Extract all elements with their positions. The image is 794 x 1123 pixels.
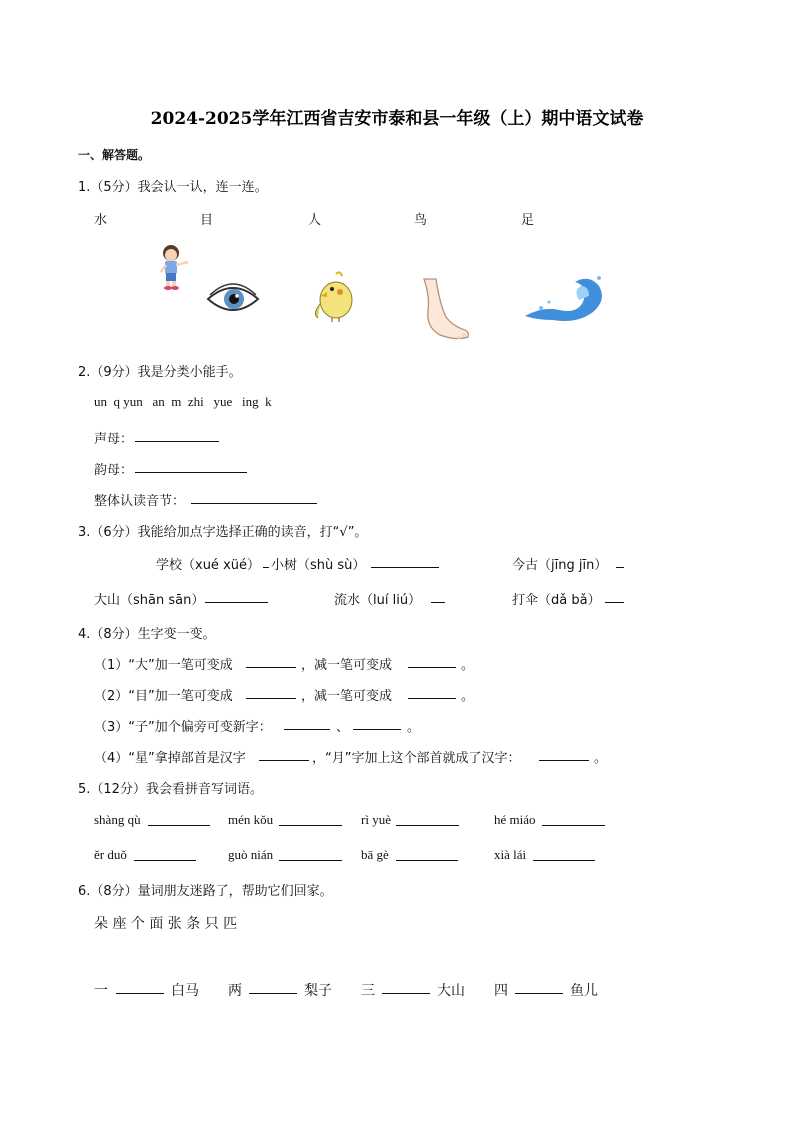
q4-line-4b: ，“月”字加上这个部首就成了汉字： [312, 751, 521, 766]
whole-syllable-label: 整体认读音节： [94, 494, 186, 509]
q6-number: 一 [94, 983, 108, 999]
q4-line-4a: （4）“星”拿掉部首是汉字 [94, 751, 246, 766]
pinyin-word: shàng qù [94, 812, 141, 827]
char-person: 人 [308, 213, 322, 228]
q4-end: 。 [594, 751, 608, 766]
foot-picture [416, 277, 472, 343]
char-water: 水 [94, 213, 108, 228]
question-5-prompt: 5.（12分）我会看拼音写词语。 [78, 782, 263, 797]
section-heading: 一、解答题。 [78, 148, 151, 162]
reading-option: 大山（shān sān） [94, 593, 205, 608]
answer-blank[interactable] [371, 555, 439, 568]
answer-blank[interactable] [279, 813, 342, 826]
finals-label: 韵母： [94, 463, 134, 478]
q4-line-2a: （2）“目”加一笔可变成 [94, 689, 233, 704]
answer-blank[interactable] [605, 590, 624, 603]
q6-noun: 鱼儿 [570, 983, 598, 999]
pinyin-word: bā gè [361, 847, 389, 862]
answer-blank[interactable] [148, 813, 210, 826]
answer-blank[interactable] [116, 981, 164, 994]
answer-blank[interactable] [542, 813, 605, 826]
q6-noun: 梨子 [304, 983, 332, 999]
answer-blank[interactable] [284, 717, 330, 730]
answer-blank[interactable] [353, 717, 401, 730]
answer-blank[interactable] [396, 848, 458, 861]
q4-line-1a: （1）“大”加一笔可变成 [94, 658, 233, 673]
question-6-prompt: 6.（8分）量词朋友迷路了，帮助它们回家。 [78, 884, 333, 899]
whole-syllable-blank[interactable] [191, 491, 317, 504]
q4-end: 。 [461, 658, 475, 673]
pinyin-word: hé miáo [494, 812, 536, 827]
answer-blank[interactable] [205, 590, 268, 603]
question-1-prompt: 1.（5分）我会认一认，连一连。 [78, 180, 268, 195]
answer-blank[interactable] [539, 748, 589, 761]
pinyin-word: ěr duǒ [94, 847, 127, 862]
initials-label: 声母： [94, 432, 134, 447]
q6-number: 四 [494, 983, 508, 999]
page-title: 2024-2025学年江西省吉安市泰和县一年级（上）期中语文试卷 [150, 109, 644, 129]
answer-blank[interactable] [134, 848, 196, 861]
reading-option: 打伞（dǎ bǎ） [512, 593, 601, 608]
answer-blank[interactable] [431, 590, 445, 603]
q4-end: 。 [407, 720, 421, 735]
answer-blank[interactable] [408, 655, 456, 668]
reading-option: 学校（xué xüé） [156, 558, 260, 573]
pinyin-word: rì yuè [361, 812, 391, 827]
eye-picture [205, 279, 261, 319]
reading-option: 小树（shù sù） [271, 558, 366, 573]
answer-blank[interactable] [279, 848, 342, 861]
bird-picture [310, 270, 358, 324]
q6-number: 两 [228, 983, 242, 999]
girl-picture [155, 243, 197, 291]
pinyin-word: xià lái [494, 847, 527, 862]
question-3-prompt: 3.（6分）我能给加点字选择正确的读音，打“√”。 [78, 525, 368, 540]
q4-end: 。 [461, 689, 475, 704]
answer-blank[interactable] [246, 686, 296, 699]
question-2-prompt: 2.（9分）我是分类小能手。 [78, 365, 242, 380]
pinyin-word: guò nián [228, 847, 274, 862]
reading-option: 今古（jīng jīn） [512, 558, 608, 573]
answer-blank[interactable] [263, 555, 269, 568]
reading-option: 流水（luí liú） [334, 593, 422, 608]
measure-words: 朵 座 个 面 张 条 只 匹 [94, 916, 238, 932]
answer-blank[interactable] [249, 981, 297, 994]
q6-number: 三 [361, 983, 375, 999]
answer-blank[interactable] [396, 813, 459, 826]
char-bird: 鸟 [414, 213, 428, 228]
answer-blank[interactable] [515, 981, 563, 994]
pinyin-items: un q yun an m zhi yue ing k [94, 394, 272, 409]
answer-blank[interactable] [259, 748, 309, 761]
q4-line-3b: 、 [336, 720, 350, 735]
water-wave-picture [523, 272, 605, 322]
char-eye: 目 [200, 213, 214, 228]
q6-noun: 大山 [437, 983, 465, 999]
q4-line-1b: ，减一笔可变成 [301, 658, 393, 673]
pinyin-word: mén kǒu [228, 812, 274, 827]
q4-line-3a: （3）“子”加个偏旁可变新字： [94, 720, 272, 735]
answer-blank[interactable] [408, 686, 456, 699]
char-foot: 足 [521, 213, 535, 228]
answer-blank[interactable] [246, 655, 296, 668]
finals-blank[interactable] [135, 460, 247, 473]
q4-line-2b: ，减一笔可变成 [301, 689, 393, 704]
answer-blank[interactable] [616, 555, 624, 568]
question-4-prompt: 4.（8分）生字变一变。 [78, 627, 216, 642]
initials-blank[interactable] [135, 429, 219, 442]
q6-noun: 白马 [171, 983, 199, 999]
answer-blank[interactable] [533, 848, 595, 861]
answer-blank[interactable] [382, 981, 430, 994]
